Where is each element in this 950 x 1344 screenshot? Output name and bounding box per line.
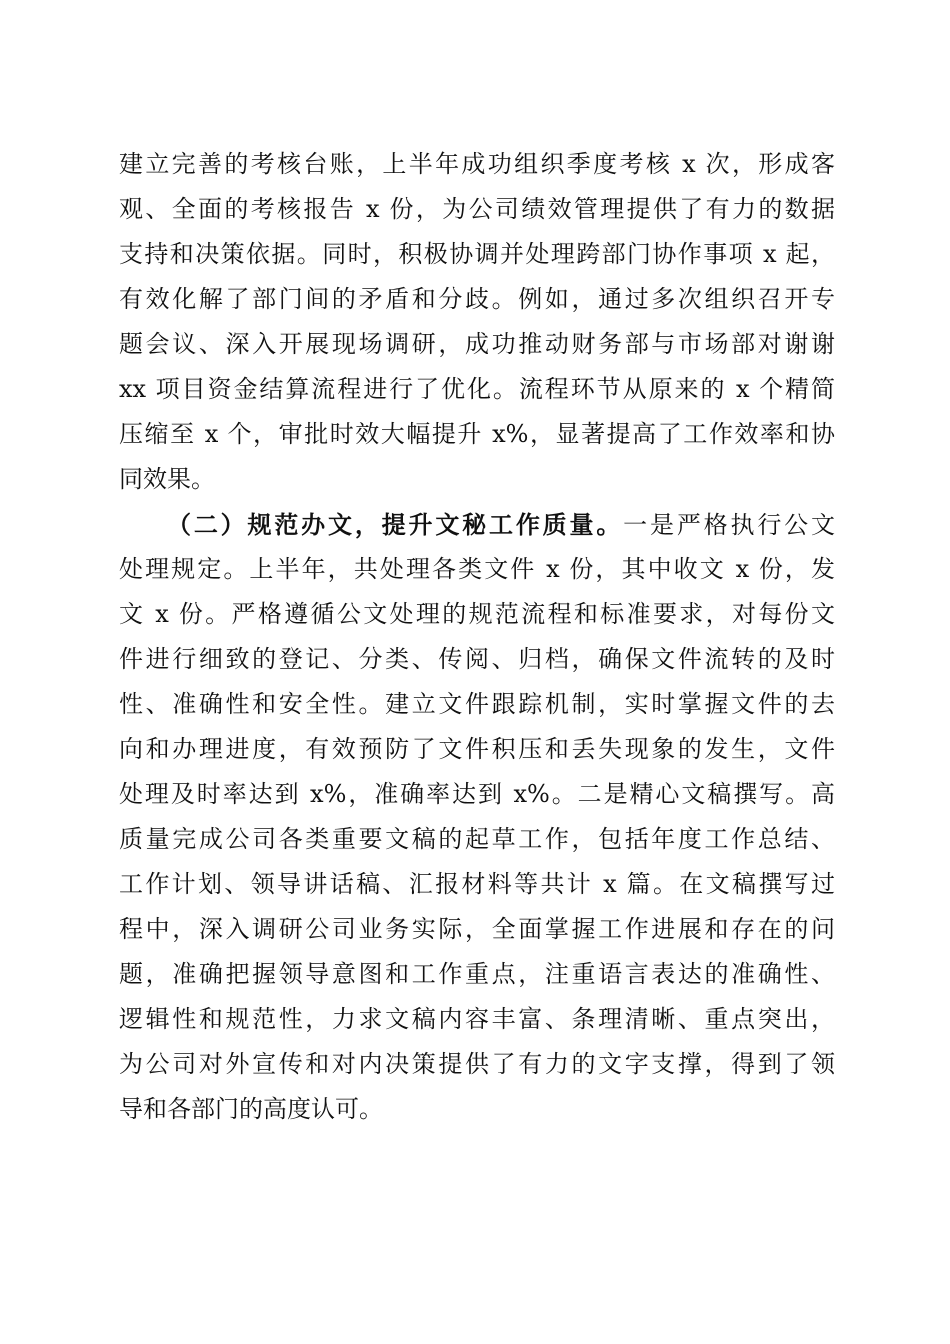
text-line: 向和办理进度，有效预防了文件积压和丢失现象的发生，文件 — [119, 735, 835, 763]
text-line: 支持和决策依据。同时，积极协调并处理跨部门协作事项 x 起， — [119, 240, 835, 268]
text-line: 处理规定。上半年，共处理各类文件 x 份，其中收文 x 份，发 — [119, 555, 835, 583]
text-line: 有效化解了部门间的矛盾和分歧。例如，通过多次组织召开专 — [119, 285, 835, 313]
text-line: xx 项目资金结算流程进行了优化。流程环节从原来的 x 个精简 — [119, 375, 835, 403]
text-line: 观、全面的考核报告 x 份，为公司绩效管理提供了有力的数据 — [119, 195, 835, 223]
text-line-first — [119, 502, 835, 547]
section-heading: （二）规范办文，提升文秘工作质量。 — [167, 510, 624, 539]
body-text — [119, 142, 835, 1132]
paragraph-2 — [119, 502, 835, 1132]
text-line: 同效果。 — [119, 465, 215, 493]
text-line: 程中，深入调研公司业务实际，全面掌握工作进展和存在的问 — [119, 915, 835, 943]
text-line: 件进行细致的登记、分类、传阅、归档，确保文件流转的及时 — [119, 645, 835, 673]
text-line: 压缩至 x 个，审批时效大幅提升 x%，显著提高了工作效率和协 — [119, 420, 835, 448]
text-line: 导和各部门的高度认可。 — [119, 1095, 383, 1123]
text-line: 处理及时率达到 x%，准确率达到 x%。二是精心文稿撰写。高 — [119, 780, 835, 808]
text-line: 为公司对外宣传和对内决策提供了有力的文字支撑，得到了领 — [119, 1050, 835, 1078]
text-line: 工作计划、领导讲话稿、汇报材料等共计 x 篇。在文稿撰写过 — [119, 870, 835, 898]
paragraph-1 — [119, 142, 835, 502]
text-span: 一是严格执行公文 — [623, 511, 836, 539]
text-line: 文 x 份。严格遵循公文处理的规范流程和标准要求，对每份文 — [119, 600, 835, 628]
text-line: 题，准确把握领导意图和工作重点，注重语言表达的准确性、 — [119, 960, 835, 988]
text-line: 题会议、深入开展现场调研，成功推动财务部与市场部对谢谢 — [119, 330, 835, 358]
text-line: 质量完成公司各类重要文稿的起草工作，包括年度工作总结、 — [119, 825, 835, 853]
text-line: 建立完善的考核台账，上半年成功组织季度考核 x 次，形成客 — [119, 150, 835, 178]
text-line: 性、准确性和安全性。建立文件跟踪机制，实时掌握文件的去 — [119, 690, 835, 718]
text-line: 逻辑性和规范性，力求文稿内容丰富、条理清晰、重点突出， — [119, 1005, 835, 1033]
